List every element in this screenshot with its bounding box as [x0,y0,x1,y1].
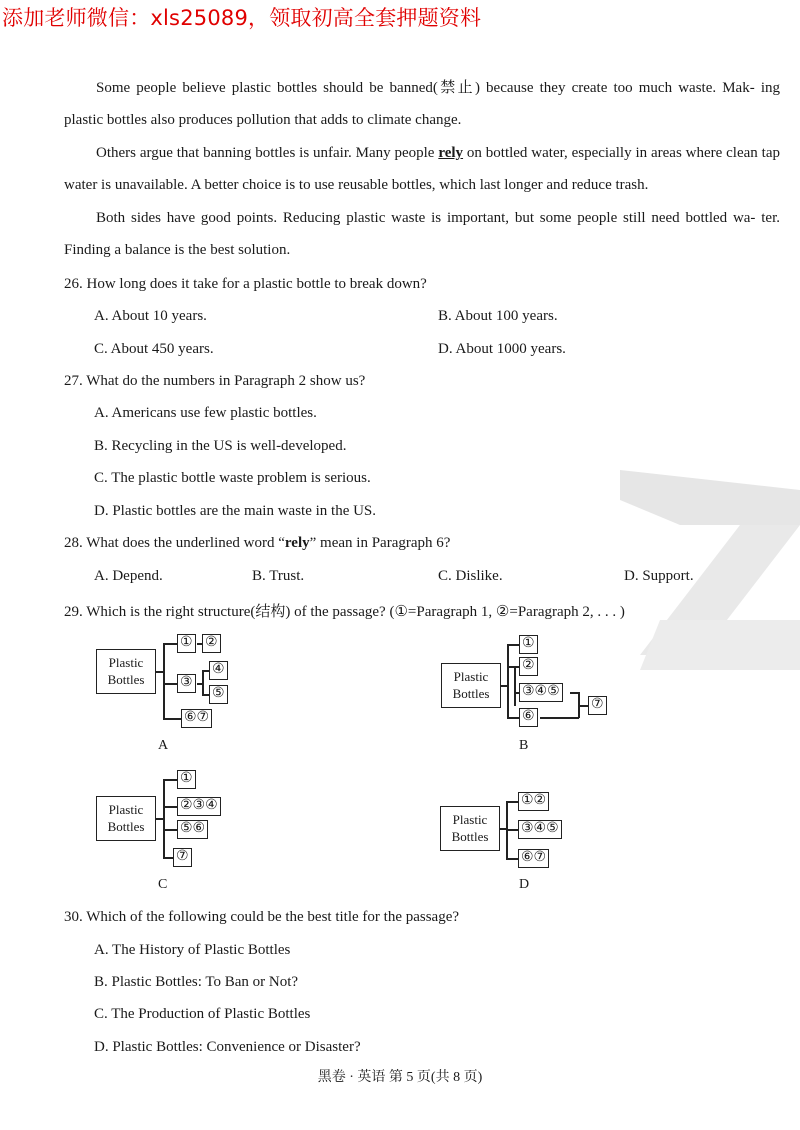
p2-before: Others argue that banning bottles is unfair. Many people [96,145,439,161]
diagram-c-root [96,796,156,841]
diagram-b-box-1: ① [519,635,538,654]
q30-option-a[interactable]: A. The History of Plastic Bottles [94,942,291,958]
diagram-b-box-4: ⑦ [588,696,607,715]
question-26: 26. How long does it take for a plastic bottle to break down? [64,276,427,292]
question-28 [64,535,450,552]
diagram-a-box-3: ③ [177,674,196,693]
p3-line1: Both sides have good points. Reducing plastic waste is important, but some people still need bottled wa- [96,210,756,226]
q28-option-a[interactable]: A. Depend. [94,568,163,584]
diagram-c-box-1: ① [177,770,196,789]
p1-line2: ing plastic bottles also produces pollution that adds to climate change. [64,80,781,128]
diagram-b-root [441,663,501,708]
q27-option-b[interactable]: B. Recycling in the US is well-developed. [94,438,347,454]
diagram-b-box-2: ② [519,657,538,676]
diagram-d-label: D [519,877,530,892]
root-line1: Plastic [108,802,144,817]
q27-option-c[interactable]: C. The plastic bottle waste problem is serious. [94,470,371,486]
question-30: 30. Which of the following could be the best title for the passage? [64,909,460,925]
diagram-a-box-4: ④ [209,661,228,680]
q28-keyword: rely [284,535,310,551]
diagram-b-label: B [519,738,529,753]
p2-after: on bottled water, especially in areas where clean tap water is unavailable. A better choice is to use reusable bottles, which last longer and reduce trash. [64,145,780,193]
passage-paragraph-5 [64,72,780,136]
root-line2: Bottles [107,672,145,687]
q28-option-d[interactable]: D. Support. [624,568,694,584]
root-line2: Bottles [451,829,489,844]
q26-option-a[interactable]: A. About 10 years. [94,308,207,324]
page-footer: 黑卷 · 英语 第 5 页(共 8 页) [317,1070,483,1085]
diagram-b-box-5: ⑥ [519,708,538,727]
p1-line1: Some people believe plastic bottles should be banned(禁止) because they create too much waste. Mak- [96,80,755,96]
diagram-d-box-3: ⑥⑦ [518,849,549,868]
passage-paragraph-7 [64,202,780,266]
q28-option-c[interactable]: C. Dislike. [438,568,503,584]
watermark-z-graphic [620,470,800,670]
root-line1: Plastic [453,669,489,684]
diagram-b-box-3: ③④⑤ [519,683,563,702]
q28-option-b[interactable]: B. Trust. [252,568,305,584]
q28-stem-before: 28. What does the underlined word “ [64,535,285,551]
diagram-a-box-5: ⑤ [209,685,228,704]
diagram-a-label: A [158,738,169,753]
root-line2: Bottles [107,819,145,834]
q27-option-d[interactable]: D. Plastic bottles are the main waste in the US. [94,503,377,519]
diagram-c-box-2: ②③④ [177,797,221,816]
diagram-d-box-1: ①② [518,792,549,811]
question-27: 27. What do the numbers in Paragraph 2 show us? [64,373,366,389]
diagram-a-box-2: ② [202,634,221,653]
q26-option-b[interactable]: B. About 100 years. [438,308,558,324]
diagram-c-box-3: ⑤⑥ [177,820,208,839]
root-line2: Bottles [452,686,490,701]
diagram-c-label: C [158,877,168,892]
q26-option-c[interactable]: C. About 450 years. [94,341,214,357]
root-line1: Plastic [108,655,144,670]
diagram-d-root [440,806,500,851]
q27-option-a[interactable]: A. Americans use few plastic bottles. [94,405,317,421]
root-line1: Plastic [452,812,488,827]
promo-banner: 添加老师微信：xls25089，领取初高全套押题资料 [2,6,482,30]
diagram-d-box-2: ③④⑤ [518,820,562,839]
q30-option-b[interactable]: B. Plastic Bottles: To Ban or Not? [94,974,299,990]
q30-option-d[interactable]: D. Plastic Bottles: Convenience or Disaster? [94,1039,361,1055]
diagram-a-box-1: ① [177,634,196,653]
q26-option-d[interactable]: D. About 1000 years. [438,341,566,357]
passage-paragraph-6 [64,137,780,201]
diagram-c-box-4: ⑦ [173,848,192,867]
p3-line2: ter. Finding a balance is the best solution. [64,210,780,258]
keyword-rely: rely [438,145,464,161]
question-29: 29. Which is the right structure(结构) of the passage? (①=Paragraph 1, ②=Paragraph 2, . . . ) [64,604,625,620]
q30-option-c[interactable]: C. The Production of Plastic Bottles [94,1006,311,1022]
q28-stem-after: ” mean in Paragraph 6? [309,535,451,551]
diagram-a-box-6: ⑥⑦ [181,709,212,728]
diagram-a-root [96,649,156,694]
